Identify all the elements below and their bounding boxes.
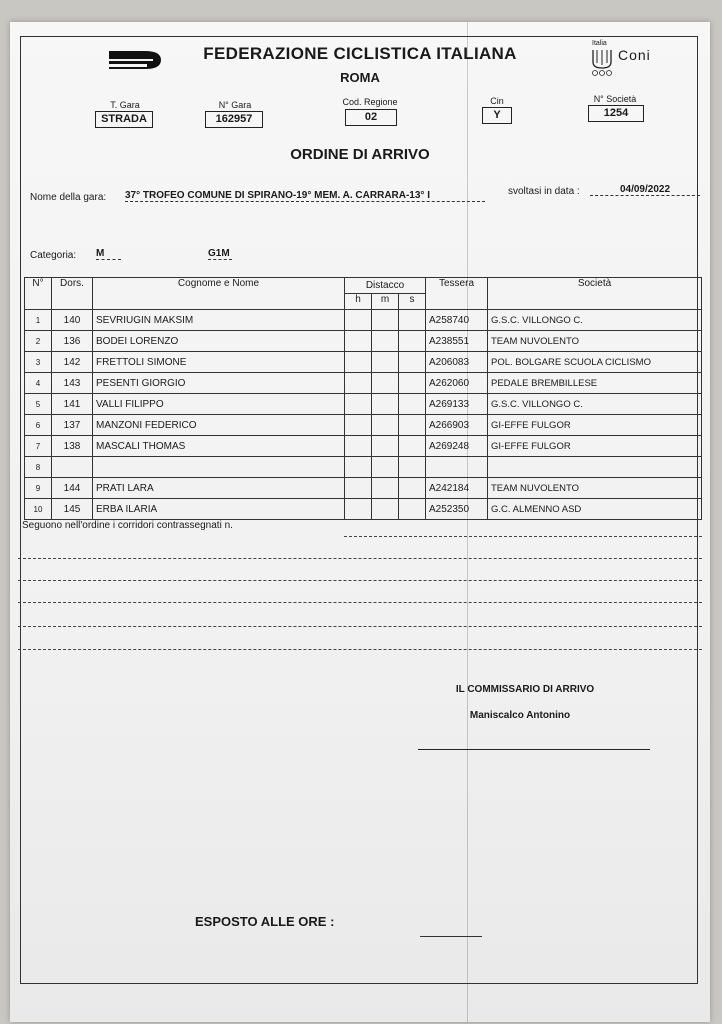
dashed-line bbox=[18, 649, 702, 650]
cell-nome: BODEI LORENZO bbox=[93, 331, 345, 352]
table-row bbox=[25, 352, 702, 373]
cell-position: 7 bbox=[25, 436, 52, 457]
cell-m bbox=[372, 352, 399, 373]
cell-s bbox=[399, 478, 426, 499]
dashed-line bbox=[18, 602, 702, 603]
cell-nome: VALLI FILIPPO bbox=[93, 394, 345, 415]
cell-dors: 138 bbox=[52, 436, 93, 457]
cell-nome: ERBA ILARIA bbox=[93, 499, 345, 520]
cell-h bbox=[345, 436, 372, 457]
cell-m bbox=[372, 373, 399, 394]
cell-position: 8 bbox=[25, 457, 52, 478]
cell-position: 5 bbox=[25, 394, 52, 415]
t-gara-label: T. Gara bbox=[110, 100, 140, 110]
table-row bbox=[25, 394, 702, 415]
cell-dors: 136 bbox=[52, 331, 93, 352]
cell-societa: G.C. ALMENNO ASD bbox=[488, 499, 702, 520]
cell-tessera: A269133 bbox=[426, 394, 488, 415]
table-row bbox=[25, 331, 702, 352]
cell-position: 3 bbox=[25, 352, 52, 373]
col-m-header: m bbox=[372, 294, 399, 310]
table-row bbox=[25, 499, 702, 520]
document-title: ORDINE DI ARRIVO bbox=[290, 146, 430, 163]
cell-m bbox=[372, 499, 399, 520]
cell-tessera: A258740 bbox=[426, 310, 488, 331]
race-name-value: 37° TROFEO COMUNE DI SPIRANO-19° MEM. A. CARRARA-13° I bbox=[125, 190, 485, 202]
coni-rings-icon bbox=[590, 48, 614, 78]
cell-h bbox=[345, 415, 372, 436]
esposto-line bbox=[420, 936, 482, 937]
cell-nome: MASCALI THOMAS bbox=[93, 436, 345, 457]
table-body bbox=[25, 310, 702, 520]
cell-dors: 141 bbox=[52, 394, 93, 415]
cell-tessera: A269248 bbox=[426, 436, 488, 457]
cell-position: 2 bbox=[25, 331, 52, 352]
category-label: Categoria: bbox=[30, 250, 77, 261]
cell-nome: PRATI LARA bbox=[93, 478, 345, 499]
cell-position: 9 bbox=[25, 478, 52, 499]
cell-dors: 137 bbox=[52, 415, 93, 436]
cell-tessera: A206083 bbox=[426, 352, 488, 373]
cell-h bbox=[345, 499, 372, 520]
cell-dors: 144 bbox=[52, 478, 93, 499]
cell-position: 10 bbox=[25, 499, 52, 520]
race-name-label: Nome della gara: bbox=[30, 192, 107, 203]
cell-nome: PESENTI GIORGIO bbox=[93, 373, 345, 394]
cell-s bbox=[399, 499, 426, 520]
cell-position: 4 bbox=[25, 373, 52, 394]
dashed-line bbox=[18, 626, 702, 627]
dashed-line bbox=[18, 580, 702, 581]
n-gara-label: N° Gara bbox=[218, 100, 252, 110]
cell-societa: GI-EFFE FULGOR bbox=[488, 436, 702, 457]
n-gara-field: 162957 bbox=[205, 111, 263, 128]
commissario-label: IL COMMISSARIO DI ARRIVO bbox=[455, 684, 595, 695]
cin-field: Y bbox=[482, 107, 512, 124]
cell-societa: PEDALE BREMBILLESE bbox=[488, 373, 702, 394]
cell-position: 6 bbox=[25, 415, 52, 436]
cell-nome: MANZONI FEDERICO bbox=[93, 415, 345, 436]
t-gara-field: STRADA bbox=[95, 111, 153, 128]
cell-tessera: A252350 bbox=[426, 499, 488, 520]
table-row bbox=[25, 415, 702, 436]
cell-societa: G.S.C. VILLONGO C. bbox=[488, 394, 702, 415]
n-societa-field: 1254 bbox=[588, 105, 644, 122]
cell-m bbox=[372, 478, 399, 499]
table-row bbox=[25, 310, 702, 331]
cell-s bbox=[399, 310, 426, 331]
cell-societa: GI-EFFE FULGOR bbox=[488, 415, 702, 436]
cell-m bbox=[372, 331, 399, 352]
document-sheet bbox=[10, 22, 710, 1022]
cell-s bbox=[399, 331, 426, 352]
col-dors-header: Dors. bbox=[52, 278, 93, 310]
cell-tessera bbox=[426, 457, 488, 478]
cell-societa: TEAM NUVOLENTO bbox=[488, 478, 702, 499]
cell-h bbox=[345, 310, 372, 331]
federation-title: FEDERAZIONE CICLISTICA ITALIANA bbox=[203, 44, 517, 63]
cell-nome: SEVRIUGIN MAKSIM bbox=[93, 310, 345, 331]
cell-dors: 145 bbox=[52, 499, 93, 520]
cell-h bbox=[345, 352, 372, 373]
race-date-label: svoltasi in data : bbox=[508, 186, 580, 197]
cell-h bbox=[345, 394, 372, 415]
cell-s bbox=[399, 415, 426, 436]
cell-tessera: A242184 bbox=[426, 478, 488, 499]
cell-dors: 142 bbox=[52, 352, 93, 373]
cod-regione-field: 02 bbox=[345, 109, 397, 126]
cell-m bbox=[372, 436, 399, 457]
arrival-table bbox=[24, 277, 702, 520]
cell-m bbox=[372, 415, 399, 436]
esposto-label: ESPOSTO ALLE ORE : bbox=[195, 914, 335, 929]
cell-s bbox=[399, 436, 426, 457]
cell-h bbox=[345, 457, 372, 478]
col-h-header: h bbox=[345, 294, 372, 310]
commissario-name: Maniscalco Antonino bbox=[469, 710, 571, 721]
federation-city: ROMA bbox=[340, 70, 380, 85]
cell-s bbox=[399, 394, 426, 415]
cell-h bbox=[345, 373, 372, 394]
table-row bbox=[25, 478, 702, 499]
cell-dors: 140 bbox=[52, 310, 93, 331]
col-n-header: N° bbox=[25, 278, 52, 310]
race-date-value: 04/09/2022 bbox=[590, 184, 700, 196]
cell-societa: TEAM NUVOLENTO bbox=[488, 331, 702, 352]
table-row bbox=[25, 436, 702, 457]
table-header-row bbox=[25, 278, 702, 294]
signature-line bbox=[418, 749, 650, 750]
cell-dors bbox=[52, 457, 93, 478]
cell-tessera: A238551 bbox=[426, 331, 488, 352]
cell-nome bbox=[93, 457, 345, 478]
cell-tessera: A266903 bbox=[426, 415, 488, 436]
cell-societa bbox=[488, 457, 702, 478]
cell-m bbox=[372, 310, 399, 331]
cell-s bbox=[399, 457, 426, 478]
col-societa-header: Società bbox=[488, 278, 702, 310]
cell-societa: POL. BOLGARE SCUOLA CICLISMO bbox=[488, 352, 702, 373]
table-row bbox=[25, 373, 702, 394]
coni-logo bbox=[588, 40, 658, 84]
cell-h bbox=[345, 331, 372, 352]
cell-h bbox=[345, 478, 372, 499]
cell-s bbox=[399, 373, 426, 394]
cell-dors: 143 bbox=[52, 373, 93, 394]
coni-logo-text: Coni bbox=[618, 47, 651, 63]
seguono-text: Seguono nell'ordine i corridori contrassegnati n. bbox=[22, 520, 233, 531]
cod-regione-label: Cod. Regione bbox=[342, 97, 398, 107]
col-s-header: s bbox=[399, 294, 426, 310]
cin-label: Cin bbox=[490, 96, 504, 106]
cell-m bbox=[372, 457, 399, 478]
dashed-line bbox=[18, 558, 702, 559]
category2-value: G1M bbox=[208, 248, 232, 260]
col-tessera-header: Tessera bbox=[426, 278, 488, 310]
cell-position: 1 bbox=[25, 310, 52, 331]
table-row bbox=[25, 457, 702, 478]
n-societa-label: N° Società bbox=[593, 94, 637, 104]
category-value: M bbox=[96, 248, 121, 260]
col-distacco-header: Distacco bbox=[345, 278, 426, 294]
dashed-line bbox=[344, 536, 702, 537]
cell-societa: G.S.C. VILLONGO C. bbox=[488, 310, 702, 331]
cell-m bbox=[372, 394, 399, 415]
col-nome-header: Cognome e Nome bbox=[93, 278, 345, 310]
cell-nome: FRETTOLI SIMONE bbox=[93, 352, 345, 373]
coni-logo-top: Italia bbox=[592, 40, 607, 47]
cell-tessera: A262060 bbox=[426, 373, 488, 394]
cell-s bbox=[399, 352, 426, 373]
